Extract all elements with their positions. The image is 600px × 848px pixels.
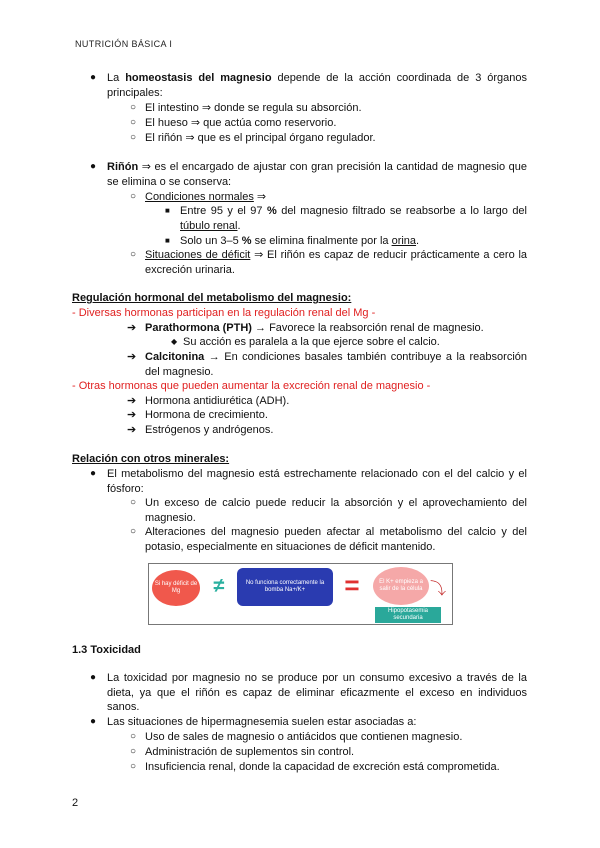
list-item: Administración de suplementos sin control.: [145, 746, 355, 758]
circle-bullet-icon: ○: [130, 132, 137, 143]
paragraph: La homeostasis del magnesio depende de la acción coordinada de 3 órganos principales:: [107, 72, 528, 99]
list-item: Condiciones normales ⇒: [145, 191, 267, 203]
section-heading: Relación con otros minerales:: [72, 453, 230, 465]
equals-icon: =: [344, 569, 360, 600]
paragraph: Riñón ⇒ es el encargado de ajustar con gran precisión la cantidad de magnesio que se elimina o se conserva:: [107, 161, 527, 188]
list-item: Solo un 3–5 % se elimina finalmente por la orina.: [180, 235, 420, 247]
curved-arrow-icon: ⤵: [430, 580, 447, 598]
list-item: Alteraciones del magnesio pueden afectar al metabolismo del calcio y del potasio, especialmente en situaciones de déficit mantenido.: [145, 526, 527, 553]
circle-bullet-icon: ○: [130, 761, 137, 772]
list-item: El riñón ⇒ que es el principal órgano regulador.: [145, 132, 376, 144]
paragraph: El metabolismo del magnesio está estrechamente relacionado con el del calcio y el fósforo:: [107, 468, 527, 495]
arrow-bullet-icon: ➔: [127, 424, 137, 436]
arrow-bullet-icon: ➔: [127, 409, 137, 421]
arrow-bullet-icon: ➔: [127, 322, 137, 334]
diagram-node-pump: No funciona correctamente la bomba Na+/K+: [237, 568, 333, 606]
list-item: Insuficiencia renal, donde la capacidad de excreción está comprometida.: [145, 761, 500, 773]
circle-bullet-icon: ○: [130, 117, 137, 128]
running-header: NUTRICIÓN BÁSICA I: [75, 39, 173, 49]
diagram-node-hypokalemia: Hipopotasemia secundaria: [375, 607, 441, 623]
red-subheading: - Diversas hormonas participan en la regulación renal del Mg -: [72, 307, 376, 319]
circle-bullet-icon: ○: [130, 731, 137, 742]
circle-bullet-icon: ○: [130, 191, 137, 202]
square-bullet-icon: ■: [165, 206, 170, 215]
diagram-node-potassium: El K+ empieza a salir de la célula: [373, 567, 429, 605]
list-item: Hormona antidiurética (ADH).: [145, 395, 290, 407]
circle-bullet-icon: ○: [130, 526, 137, 537]
paragraph: Las situaciones de hipermagnesemia suelen estar asociadas a:: [107, 716, 417, 728]
list-item: Parathormona (PTH) → Favorece la reabsorción renal de magnesio.: [145, 322, 484, 334]
list-item: Su acción es paralela a la que ejerce sobre el calcio.: [183, 336, 440, 348]
diagram-node-deficit: Si hay déficit de Mg: [152, 570, 200, 606]
diamond-bullet-icon: ◆: [171, 337, 178, 346]
bullet-icon: ●: [90, 72, 97, 83]
list-item: Uso de sales de magnesio o antiácidos que contienen magnesio.: [145, 731, 463, 743]
circle-bullet-icon: ○: [130, 746, 137, 757]
list-item: Entre 95 y el 97 % del magnesio filtrado se reabsorbe a lo largo del túbulo renal.: [180, 205, 527, 232]
list-item: Un exceso de calcio puede reducir la absorción y el aprovechamiento del magnesio.: [145, 497, 527, 524]
circle-bullet-icon: ○: [130, 102, 137, 113]
arrow-bullet-icon: ➔: [127, 395, 137, 407]
arrow-bullet-icon: ➔: [127, 351, 137, 363]
bullet-icon: ●: [90, 161, 97, 172]
not-equal-icon: ≠: [213, 574, 225, 597]
list-item: Situaciones de déficit ⇒ El riñón es capaz de reducir prácticamente a cero la excreción urinaria.: [145, 249, 528, 276]
page-number: 2: [72, 797, 79, 809]
bullet-icon: ●: [90, 716, 97, 727]
red-subheading: - Otras hormonas que pueden aumentar la excreción renal de magnesio -: [72, 380, 431, 392]
paragraph: La toxicidad por magnesio no se produce por un consumo excesivo a través de la dieta, ya que el riñón es capaz de eliminar eficazmente el exceso en individuos sanos.: [107, 672, 527, 714]
list-item: Calcitonina → En condiciones basales también contribuye a la reabsorción del magnesio.: [145, 351, 527, 378]
section-heading: 1.3 Toxicidad: [72, 644, 141, 656]
bullet-icon: ●: [90, 672, 97, 683]
circle-bullet-icon: ○: [130, 249, 137, 260]
square-bullet-icon: ■: [165, 236, 170, 245]
list-item: Estrógenos y andrógenos.: [145, 424, 274, 436]
diagram-image: [148, 563, 453, 625]
list-item: El hueso ⇒ que actúa como reservorio.: [145, 117, 337, 129]
section-heading: Regulación hormonal del metabolismo del magnesio:: [72, 292, 352, 304]
list-item: El intestino ⇒ donde se regula su absorción.: [145, 102, 362, 114]
circle-bullet-icon: ○: [130, 497, 137, 508]
list-item: Hormona de crecimiento.: [145, 409, 268, 421]
bullet-icon: ●: [90, 468, 97, 479]
